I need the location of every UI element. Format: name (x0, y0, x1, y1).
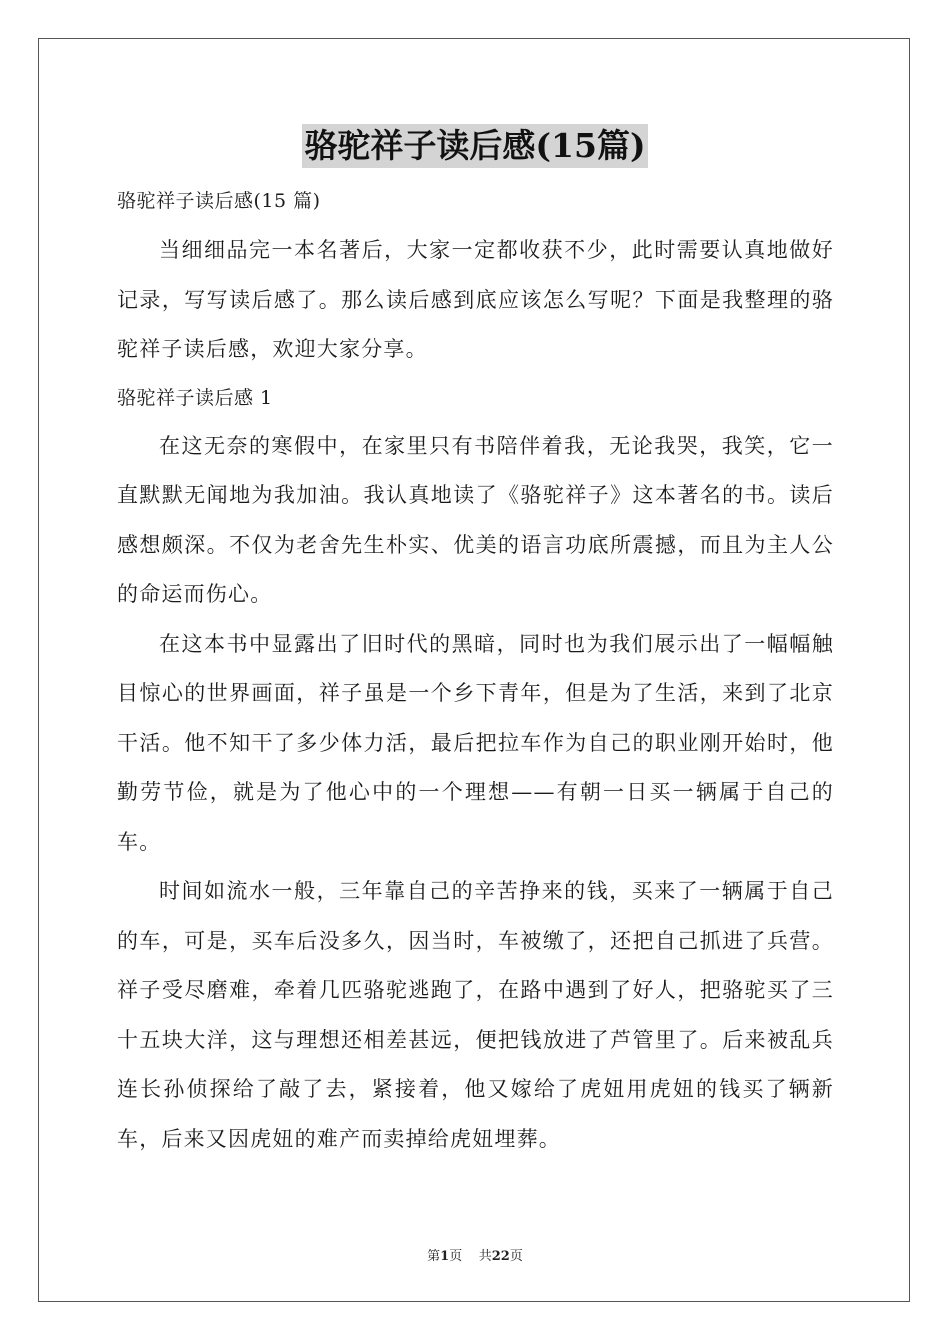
title-container (0, 124, 950, 168)
section-heading: 骆驼祥子读后感 1 (117, 386, 273, 409)
total-prefix: 共 (478, 1249, 492, 1264)
document-subtitle: 骆驼祥子读后感(15 篇) (117, 190, 321, 212)
body-paragraph-3: 时间如流水一般，三年靠自己的辛苦挣来的钱，买来了一辆属于自己的车，可是，买车后没多久，因当时，车被缴了，还把自己抓进了兵营。祥子受尽磨难，牵着几匹骆驼逃跑了，在路中遇到了好人，把骆驼买了三十五块大洋，这与理想还相差甚远，便把钱放进了芦管里了。后来被乱兵连长孙侦探给了敲了去，紧接着，他又嫁给了虎妞用虎妞的钱买了辆新车，后来又因虎妞的难产而卖掉给虎妞埋葬。 (117, 879, 834, 1151)
total-suffix: 页 (509, 1249, 523, 1264)
page-prefix: 第 (427, 1249, 441, 1264)
page-footer (0, 1245, 950, 1264)
body-paragraph-1: 在这无奈的寒假中，在家里只有书陪伴着我，无论我哭，我笑，它一直默默无闻地为我加油。我认真地读了《骆驼祥子》这本著名的书。读后感想颇深。不仅为老舍先生朴实、优美的语言功底所震撼，而且为主人公的命运而伤心。 (117, 433, 834, 606)
body-paragraph-2: 在这本书中显露出了旧时代的黑暗，同时也为我们展示出了一幅幅触目惊心的世界画面，祥子虽是一个乡下青年，但是为了生活，来到了北京干活。他不知干了多少体力活，最后把拉车作为自己的职业刚开始时，他勤劳节俭，就是为了他心中的一个理想——有朝一日买一辆属于自己的车。 (117, 631, 834, 854)
total-pages: 22 (491, 1249, 510, 1264)
document-title: 骆驼祥子读后感(15篇) (302, 124, 647, 168)
intro-paragraph: 当细细品完一本名著后，大家一定都收获不少，此时需要认真地做好记录，写写读后感了。那么读后感到底应该怎么写呢？下面是我整理的骆驼祥子读后感，欢迎大家分享。 (117, 238, 834, 361)
document-body (117, 180, 834, 1164)
page-number: 1 (440, 1249, 450, 1264)
page-suffix: 页 (449, 1249, 463, 1264)
